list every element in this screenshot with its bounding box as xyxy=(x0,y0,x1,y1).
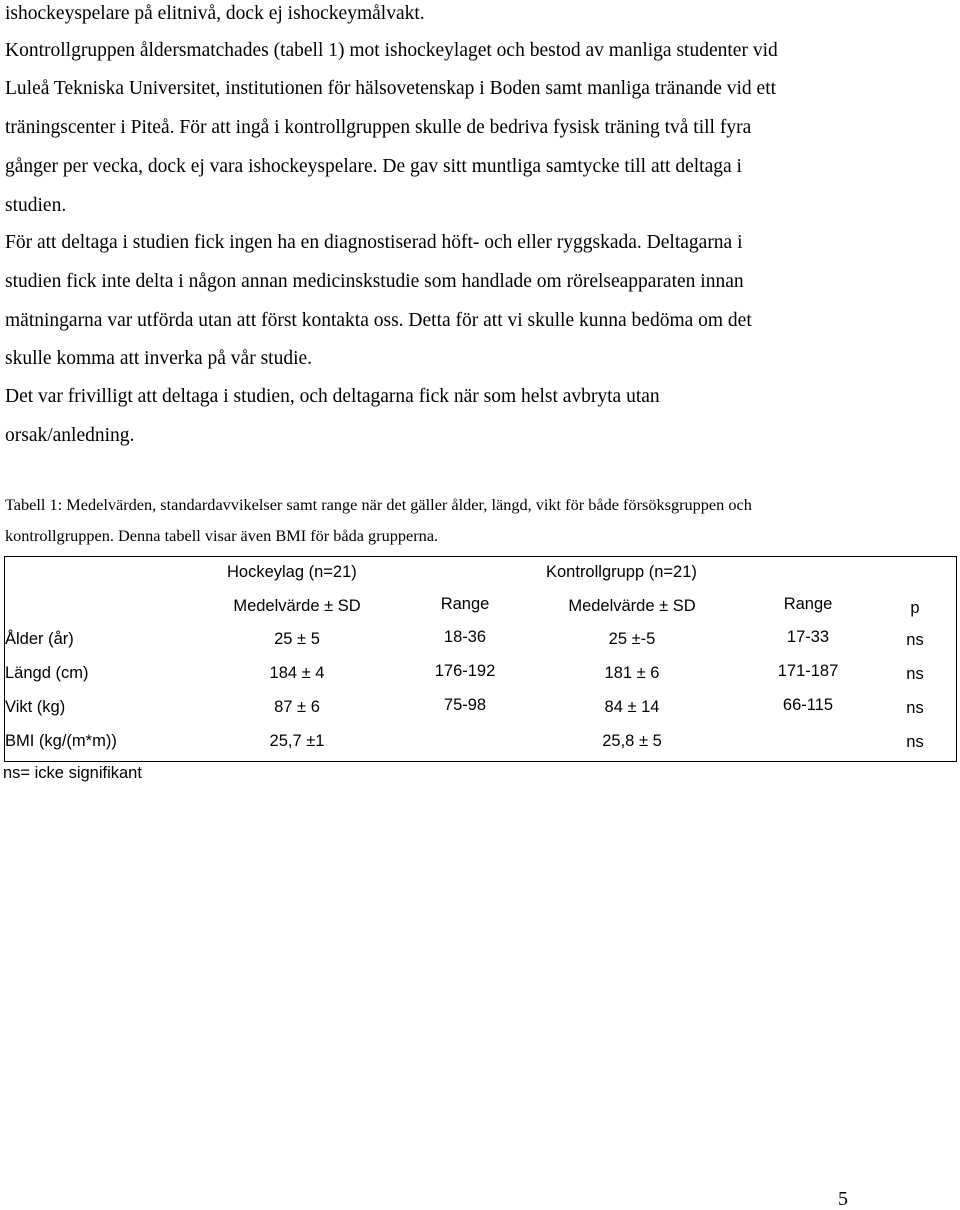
row-label: Längd (cm) xyxy=(5,664,89,682)
body-line: Det var frivilligt att deltaga i studien, och deltagarna fick när som helst avbryta utan xyxy=(5,386,660,407)
body-line: mätningarna var utförda utan att först kontakta oss. Detta för att vi skulle kunna bedöma om det xyxy=(5,310,752,331)
row-label: BMI (kg/(m*m)) xyxy=(5,732,117,750)
hockey-mean-cell: 25 ± 5 xyxy=(274,630,320,648)
col-header-hockey-mean: Medelvärde ± SD xyxy=(233,597,361,615)
body-line: gånger per vecka, dock ej vara ishockeyspelare. De gav sitt muntliga samtycke till att deltaga i xyxy=(5,156,742,177)
hockey-mean-cell: 25,7 ±1 xyxy=(269,732,325,750)
control-mean-cell: 84 ± 14 xyxy=(604,698,660,716)
control-range-cell: 17-33 xyxy=(786,628,830,646)
body-line: träningscenter i Piteå. För att ingå i kontrollgruppen skulle de bedriva fysisk träning två till fyra xyxy=(5,117,752,138)
body-line: orsak/anledning. xyxy=(5,425,135,446)
body-line: För att deltaga i studien fick ingen ha en diagnostiserad höft- och eller ryggskada. Deltagarna i xyxy=(5,232,743,253)
p-value-cell: ns xyxy=(906,733,924,751)
p-value-cell: ns xyxy=(906,699,924,717)
hockey-range-cell: 18-36 xyxy=(443,628,487,646)
row-label: Vikt (kg) xyxy=(5,698,66,716)
p-value-cell: ns xyxy=(906,665,924,683)
page-number: 5 xyxy=(838,1188,848,1210)
control-range-cell: 171-187 xyxy=(777,662,839,680)
hockey-range-cell: 75-98 xyxy=(443,696,487,714)
hockey-mean-cell: 184 ± 4 xyxy=(269,664,325,682)
col-header-p: p xyxy=(910,599,920,617)
body-line: Kontrollgruppen åldersmatchades (tabell 1) mot ishockeylaget och bestod av manliga studenter vid xyxy=(5,40,778,61)
group-header-hockey: Hockeylag (n=21) xyxy=(227,563,357,581)
control-mean-cell: 25 ±-5 xyxy=(608,630,656,648)
body-line: ishockeyspelare på elitnivå, dock ej ishockeymålvakt. xyxy=(5,3,425,24)
body-line: studien. xyxy=(5,195,67,216)
control-mean-cell: 181 ± 6 xyxy=(604,664,660,682)
caption-line: Tabell 1: Medelvärden, standardavvikelser samt range när det gäller ålder, längd, vikt för både försöksgruppen och xyxy=(5,495,752,514)
col-header-control-range: Range xyxy=(783,595,833,613)
body-line: Luleå Tekniska Universitet, institutionen för hälsovetenskap i Boden samt manliga tränande vid ett xyxy=(5,78,777,99)
row-label: Ålder (år) xyxy=(5,630,74,648)
data-table xyxy=(4,556,957,762)
hockey-mean-cell: 87 ± 6 xyxy=(274,698,320,716)
col-header-hockey-range: Range xyxy=(440,595,490,613)
caption-line: kontrollgruppen. Denna tabell visar även BMI för båda grupperna. xyxy=(5,526,439,545)
p-value-cell: ns xyxy=(906,631,924,649)
body-line: studien fick inte delta i någon annan medicinskstudie som handlade om rörelseapparaten innan xyxy=(5,271,744,292)
control-mean-cell: 25,8 ± 5 xyxy=(602,732,662,750)
body-line: skulle komma att inverka på vår studie. xyxy=(5,348,313,369)
group-header-control: Kontrollgrupp (n=21) xyxy=(546,563,697,581)
col-header-control-mean: Medelvärde ± SD xyxy=(568,597,696,615)
hockey-range-cell: 176-192 xyxy=(434,662,496,680)
control-range-cell: 66-115 xyxy=(782,696,834,714)
table-footnote: ns= icke signifikant xyxy=(3,764,142,782)
